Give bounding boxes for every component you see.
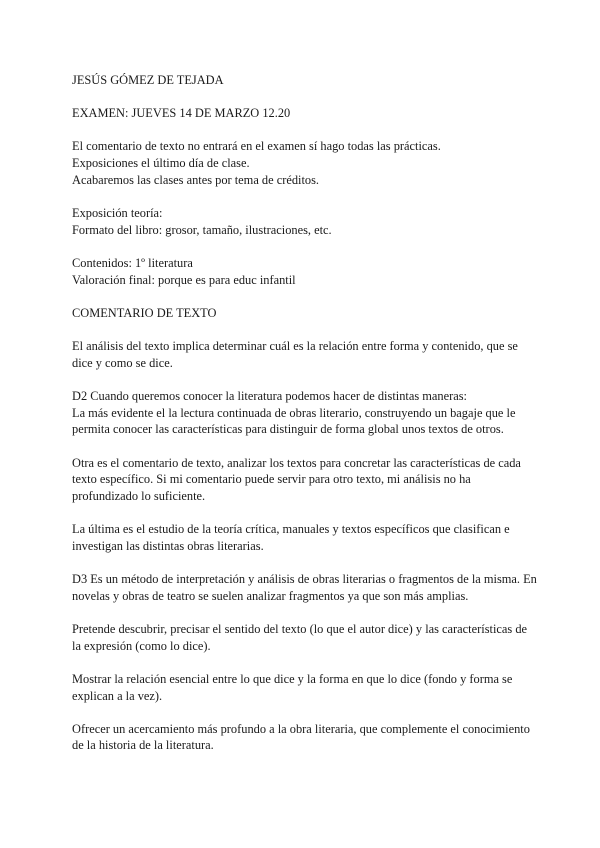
paragraph: [72, 571, 542, 604]
paragraph: [72, 721, 542, 754]
paragraph-line: Pretende descubrir, precisar el sentido del texto (lo que el autor dice) y las características de: [72, 621, 528, 636]
section-title-text: COMENTARIO DE TEXTO: [72, 305, 217, 320]
author-name: [72, 72, 542, 89]
paragraph-line: Otra es el comentario de texto, analizar los textos para concretar las características de cada: [72, 455, 521, 470]
note-line: El comentario de texto no entrará en el examen sí hago todas las prácticas.: [72, 139, 441, 154]
note-line: Exposiciones el último día de clase.: [72, 156, 250, 171]
paragraph-line: explican a la vez).: [72, 688, 163, 703]
paragraph-line: La más evidente el la lectura continuada de obras literario, construyendo un bagaje que le: [72, 405, 516, 420]
paragraph: [72, 388, 542, 438]
paragraph-line: profundizado lo suficiente.: [72, 488, 206, 503]
notes-block: [72, 138, 542, 188]
paragraph-line: texto específico. Si mi comentario puede servir para otro texto, mi análisis no ha: [72, 472, 471, 487]
exam-line: EXAMEN: JUEVES 14 DE MARZO 12.20: [72, 106, 291, 121]
paragraph-line: novelas y obras de teatro se suelen analizar fragmentos ya que son más amplias.: [72, 588, 469, 603]
paragraph-line: D3 Es un método de interpretación y análisis de obras literarias o fragmentos de la misma. En: [72, 572, 537, 587]
paragraph: [72, 521, 542, 554]
paragraph-line: permita conocer las características para distinguir de forma global unos textos de otros.: [72, 422, 504, 437]
paragraph: [72, 621, 542, 654]
paragraph: [72, 338, 542, 371]
paragraph-line: La última es el estudio de la teoría crítica, manuales y textos específicos que clasifican e: [72, 522, 510, 537]
paragraph-line: investigan las distintas obras literarias.: [72, 538, 264, 553]
paragraph-line: D2 Cuando queremos conocer la literatura podemos hacer de distintas maneras:: [72, 388, 467, 403]
paragraph: [72, 455, 542, 505]
document-body: [72, 72, 542, 771]
paragraph-line: Mostrar la relación esencial entre lo que dice y la forma en que lo dice (fondo y forma se: [72, 671, 513, 686]
paragraph-line: Ofrecer un acercamiento más profundo a la obra literaria, que complemente el conocimiento: [72, 721, 530, 736]
paragraph-line: dice y como se dice.: [72, 355, 173, 370]
exposicion-line: Exposición teoría:: [72, 206, 163, 221]
paragraph: [72, 671, 542, 704]
paragraph-line: la expresión (como lo dice).: [72, 638, 211, 653]
contenidos-block: [72, 255, 542, 288]
note-line: Acabaremos las clases antes por tema de créditos.: [72, 172, 320, 187]
exposicion-block: [72, 205, 542, 238]
paragraph-line: El análisis del texto implica determinar cuál es la relación entre forma y contenido, que se: [72, 339, 518, 354]
author-line: JESÚS GÓMEZ DE TEJADA: [72, 73, 224, 87]
section-title: [72, 305, 542, 322]
contenidos-line: Contenidos: 1º literatura: [72, 255, 193, 270]
exposicion-line: Formato del libro: grosor, tamaño, ilustraciones, etc.: [72, 222, 332, 237]
paragraph-line: de la historia de la literatura.: [72, 738, 214, 753]
exam-date: [72, 105, 542, 122]
contenidos-line: Valoración final: porque es para educ infantil: [72, 272, 296, 287]
